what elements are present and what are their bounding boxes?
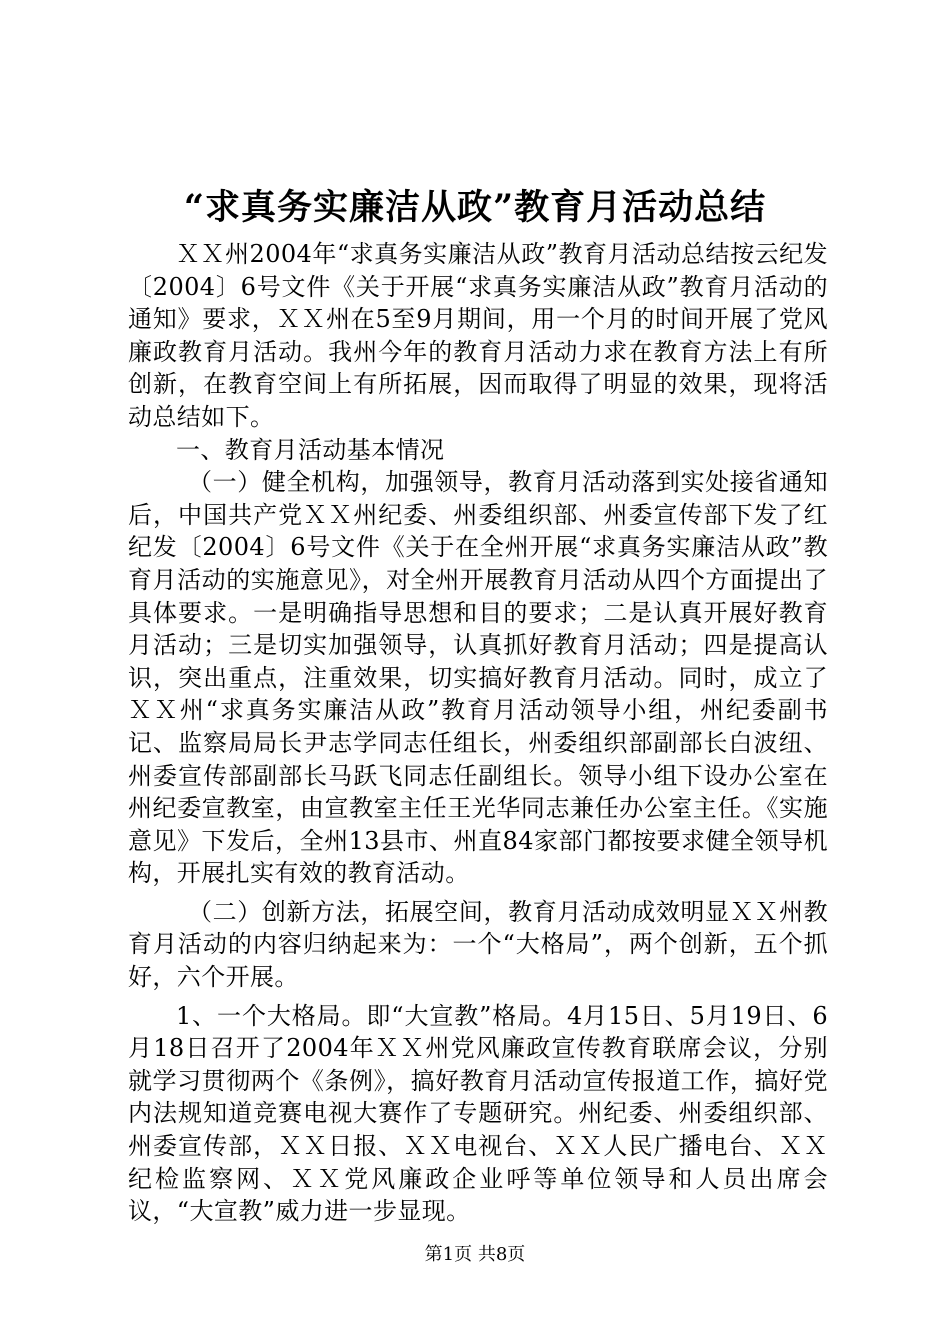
page-footer: 第1页 共8页 [424,1244,526,1265]
subsection-paragraph-2: （二）创新方法，拓展空间，教育月活动成效明显ＸＸ州教育月活动的内容归纳起来为：一个“大格局”，两个创新，五个抓好，六个开展。 [128,897,828,992]
section-heading-1: 一、教育月活动基本情况 [176,435,445,464]
document-body [128,238,828,1228]
intro-paragraph: ＸＸ州2004年“求真务实廉洁从政”教育月活动总结按云纪发〔2004〕6号文件《关于开展“求真务实廉洁从政”教育月活动的通知》要求，ＸＸ州在5至9月期间，用一个月的时间开展了党风廉政教育月活动。我州今年的教育月活动力求在教育方法上有所创新，在教育空间上有所拓展，因而取得了明显的效果，现将活动总结如下。 [128,240,828,431]
document-title: “求真务实廉洁从政”教育月活动总结 [183,187,767,228]
subsection-paragraph-1: （一）健全机构，加强领导，教育月活动落到实处接省通知后，中国共产党ＸＸ州纪委、州委组织部、州委宣传部下发了红纪发〔2004〕6号文件《关于在全州开展“求真务实廉洁从政”教育月活动的实施意见》，对全州开展教育月活动从四个方面提出了具体要求。一是明确指导思想和目的要求；二是认真开展好教育月活动；三是切实加强领导，认真抓好教育月活动；四是提高认识，突出重点，注重效果，切实搞好教育月活动。同时，成立了ＸＸ州“求真务实廉洁从政”教育月活动领导小组，州纪委副书记、监察局局长尹志学同志任组长，州委组织部副部长白波纽、州委宣传部副部长马跃飞同志任副组长。领导小组下设办公室在州纪委宣教室，由宣教室主任王光华同志兼任办公室主任。《实施意见》下发后，全州13县市、州直84家部门都按要求健全领导机构，开展扎实有效的教育活动。 [128,468,828,888]
item-paragraph-1: 1、一个大格局。即“大宣教”格局。4月15日、5月19日、6月18日召开了2004年ＸＸ州党风廉政宣传教育联席会议，分别就学习贯彻两个《条例》，搞好教育月活动宣传报道工作，搞好党内法规知道竞赛电视大赛作了专题研究。州纪委、州委组织部、州委宣传部，ＸＸ日报、ＸＸ电视台、ＸＸ人民广播电台、ＸＸ纪检监察网、ＸＸ党风廉政企业呼等单位领导和人员出席会议，“大宣教”威力进一步显现。 [128,1001,828,1226]
